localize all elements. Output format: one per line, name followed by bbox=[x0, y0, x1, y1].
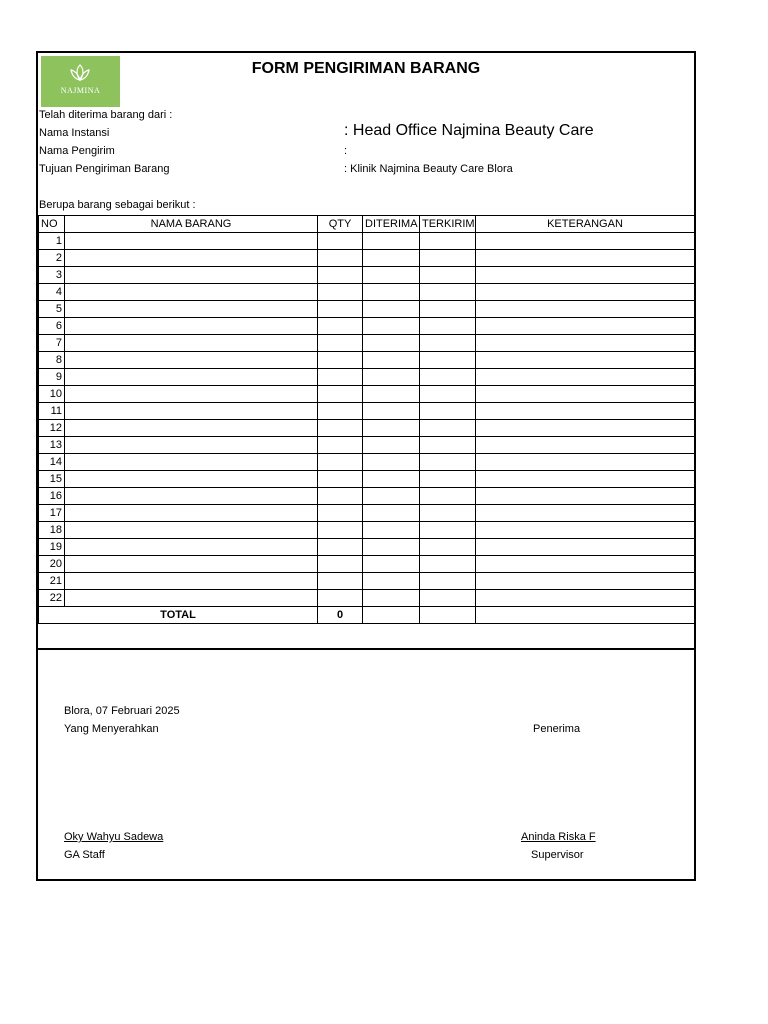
diterima-cell bbox=[363, 318, 420, 335]
nama-barang-cell bbox=[65, 284, 318, 301]
keterangan-cell bbox=[476, 301, 695, 318]
table-row bbox=[39, 267, 695, 284]
terkirim-cell bbox=[420, 573, 476, 590]
keterangan-cell bbox=[476, 454, 695, 471]
qty-cell bbox=[318, 284, 363, 301]
terkirim-cell bbox=[420, 420, 476, 437]
nama-barang-cell bbox=[65, 233, 318, 250]
keterangan-cell bbox=[476, 267, 695, 284]
qty-cell bbox=[318, 335, 363, 352]
diterima-cell bbox=[363, 284, 420, 301]
qty-cell bbox=[318, 556, 363, 573]
row-number-cell: 12 bbox=[39, 420, 65, 437]
diterima-cell bbox=[363, 556, 420, 573]
keterangan-cell bbox=[476, 590, 695, 607]
items-table bbox=[38, 215, 695, 624]
row-number-cell: 2 bbox=[39, 250, 65, 267]
nama-barang-cell bbox=[65, 386, 318, 403]
keterangan-cell bbox=[476, 250, 695, 267]
receiver-name: Aninda Riska F bbox=[521, 831, 596, 843]
diterima-cell bbox=[363, 420, 420, 437]
qty-cell bbox=[318, 267, 363, 284]
diterima-cell bbox=[363, 454, 420, 471]
col-header-qty: QTY bbox=[318, 216, 363, 233]
table-row bbox=[39, 318, 695, 335]
pengirim-value: : bbox=[344, 145, 348, 157]
terkirim-cell bbox=[420, 403, 476, 420]
row-number-cell: 10 bbox=[39, 386, 65, 403]
keterangan-cell bbox=[476, 233, 695, 250]
qty-cell bbox=[318, 233, 363, 250]
logo-text: NAJMINA bbox=[60, 86, 101, 95]
keterangan-cell bbox=[476, 369, 695, 386]
row-number-cell: 18 bbox=[39, 522, 65, 539]
nama-barang-cell bbox=[65, 556, 318, 573]
table-header-row bbox=[39, 216, 695, 233]
total-row bbox=[39, 607, 695, 624]
instansi-value: : Head Office Najmina Beauty Care bbox=[344, 122, 594, 139]
sender-role: GA Staff bbox=[64, 849, 105, 861]
row-number-cell: 15 bbox=[39, 471, 65, 488]
keterangan-cell bbox=[476, 522, 695, 539]
terkirim-cell bbox=[420, 488, 476, 505]
row-number-cell: 8 bbox=[39, 352, 65, 369]
qty-cell bbox=[318, 318, 363, 335]
qty-cell bbox=[318, 539, 363, 556]
keterangan-cell bbox=[476, 573, 695, 590]
keterangan-cell bbox=[476, 352, 695, 369]
diterima-cell bbox=[363, 335, 420, 352]
terkirim-cell bbox=[420, 233, 476, 250]
keterangan-cell bbox=[476, 386, 695, 403]
nama-barang-cell bbox=[65, 454, 318, 471]
keterangan-cell bbox=[476, 471, 695, 488]
terkirim-cell bbox=[420, 539, 476, 556]
diterima-cell bbox=[363, 301, 420, 318]
keterangan-cell bbox=[476, 488, 695, 505]
qty-cell bbox=[318, 471, 363, 488]
qty-cell bbox=[318, 301, 363, 318]
table-row bbox=[39, 437, 695, 454]
table-row bbox=[39, 250, 695, 267]
place-date: Blora, 07 Februari 2025 bbox=[64, 705, 180, 717]
qty-cell bbox=[318, 488, 363, 505]
terkirim-cell bbox=[420, 386, 476, 403]
table-row bbox=[39, 369, 695, 386]
table-row bbox=[39, 590, 695, 607]
row-number-cell: 13 bbox=[39, 437, 65, 454]
total-label: TOTAL bbox=[39, 607, 318, 624]
diterima-cell bbox=[363, 437, 420, 454]
qty-cell bbox=[318, 522, 363, 539]
row-number-cell: 19 bbox=[39, 539, 65, 556]
nama-barang-cell bbox=[65, 488, 318, 505]
qty-cell bbox=[318, 403, 363, 420]
nama-barang-cell bbox=[65, 471, 318, 488]
col-header-keterangan: KETERANGAN bbox=[476, 216, 695, 233]
diterima-cell bbox=[363, 386, 420, 403]
row-number-cell: 3 bbox=[39, 267, 65, 284]
keterangan-cell bbox=[476, 420, 695, 437]
diterima-cell bbox=[363, 471, 420, 488]
row-number-cell: 7 bbox=[39, 335, 65, 352]
col-header-terkirim: TERKIRIM bbox=[420, 216, 476, 233]
terkirim-cell bbox=[420, 369, 476, 386]
row-number-cell: 9 bbox=[39, 369, 65, 386]
nama-barang-cell bbox=[65, 335, 318, 352]
total-terkirim-cell bbox=[420, 607, 476, 624]
terkirim-cell bbox=[420, 505, 476, 522]
table-row bbox=[39, 403, 695, 420]
diterima-cell bbox=[363, 522, 420, 539]
keterangan-cell bbox=[476, 505, 695, 522]
diterima-cell bbox=[363, 403, 420, 420]
diterima-cell bbox=[363, 369, 420, 386]
table-row bbox=[39, 556, 695, 573]
table-row bbox=[39, 539, 695, 556]
terkirim-cell bbox=[420, 471, 476, 488]
qty-cell bbox=[318, 352, 363, 369]
terkirim-cell bbox=[420, 352, 476, 369]
terkirim-cell bbox=[420, 301, 476, 318]
diterima-cell bbox=[363, 590, 420, 607]
terkirim-cell bbox=[420, 318, 476, 335]
diterima-cell bbox=[363, 488, 420, 505]
receiver-title: Penerima bbox=[533, 723, 581, 735]
row-number-cell: 11 bbox=[39, 403, 65, 420]
nama-barang-cell bbox=[65, 267, 318, 284]
form-title: FORM PENGIRIMAN BARANG bbox=[251, 60, 481, 77]
shipping-form bbox=[36, 51, 696, 881]
nama-barang-cell bbox=[65, 437, 318, 454]
keterangan-cell bbox=[476, 318, 695, 335]
nama-barang-cell bbox=[65, 301, 318, 318]
keterangan-cell bbox=[476, 539, 695, 556]
keterangan-cell bbox=[476, 437, 695, 454]
keterangan-cell bbox=[476, 335, 695, 352]
row-number-cell: 1 bbox=[39, 233, 65, 250]
received-from-label: Telah diterima barang dari : bbox=[39, 109, 173, 121]
row-number-cell: 4 bbox=[39, 284, 65, 301]
total-diterima-cell bbox=[363, 607, 420, 624]
diterima-cell bbox=[363, 505, 420, 522]
terkirim-cell bbox=[420, 284, 476, 301]
table-row bbox=[39, 352, 695, 369]
keterangan-cell bbox=[476, 556, 695, 573]
table-row bbox=[39, 420, 695, 437]
instansi-label: Nama Instansi bbox=[39, 127, 110, 139]
diterima-cell bbox=[363, 539, 420, 556]
receiver-role: Supervisor bbox=[531, 849, 584, 861]
nama-barang-cell bbox=[65, 403, 318, 420]
terkirim-cell bbox=[420, 556, 476, 573]
terkirim-cell bbox=[420, 454, 476, 471]
nama-barang-cell bbox=[65, 522, 318, 539]
qty-cell bbox=[318, 437, 363, 454]
row-number-cell: 14 bbox=[39, 454, 65, 471]
nama-barang-cell bbox=[65, 352, 318, 369]
terkirim-cell bbox=[420, 522, 476, 539]
nama-barang-cell bbox=[65, 573, 318, 590]
terkirim-cell bbox=[420, 590, 476, 607]
qty-cell bbox=[318, 250, 363, 267]
nama-barang-cell bbox=[65, 250, 318, 267]
row-number-cell: 22 bbox=[39, 590, 65, 607]
table-row bbox=[39, 454, 695, 471]
col-header-no: NO bbox=[39, 216, 65, 233]
table-row bbox=[39, 284, 695, 301]
row-number-cell: 20 bbox=[39, 556, 65, 573]
table-row bbox=[39, 488, 695, 505]
tujuan-label: Tujuan Pengiriman Barang bbox=[39, 163, 170, 175]
diterima-cell bbox=[363, 352, 420, 369]
nama-barang-cell bbox=[65, 318, 318, 335]
nama-barang-cell bbox=[65, 590, 318, 607]
row-number-cell: 6 bbox=[39, 318, 65, 335]
col-header-nama-barang: NAMA BARANG bbox=[65, 216, 318, 233]
nama-barang-cell bbox=[65, 420, 318, 437]
nama-barang-cell bbox=[65, 505, 318, 522]
qty-cell bbox=[318, 420, 363, 437]
total-qty: 0 bbox=[318, 607, 363, 624]
table-row bbox=[39, 505, 695, 522]
qty-cell bbox=[318, 573, 363, 590]
row-number-cell: 5 bbox=[39, 301, 65, 318]
nama-barang-cell bbox=[65, 539, 318, 556]
terkirim-cell bbox=[420, 335, 476, 352]
diterima-cell bbox=[363, 233, 420, 250]
row-number-cell: 21 bbox=[39, 573, 65, 590]
row-number-cell: 17 bbox=[39, 505, 65, 522]
keterangan-cell bbox=[476, 403, 695, 420]
tujuan-value: : Klinik Najmina Beauty Care Blora bbox=[344, 163, 513, 175]
qty-cell bbox=[318, 454, 363, 471]
qty-cell bbox=[318, 369, 363, 386]
table-row bbox=[39, 573, 695, 590]
qty-cell bbox=[318, 386, 363, 403]
sender-name: Oky Wahyu Sadewa bbox=[64, 831, 164, 843]
nama-barang-cell bbox=[65, 369, 318, 386]
row-number-cell: 16 bbox=[39, 488, 65, 505]
total-keterangan-cell bbox=[476, 607, 695, 624]
items-intro: Berupa barang sebagai berikut : bbox=[39, 199, 196, 211]
table-row bbox=[39, 301, 695, 318]
sender-title: Yang Menyerahkan bbox=[64, 723, 159, 735]
table-row bbox=[39, 335, 695, 352]
diterima-cell bbox=[363, 250, 420, 267]
table-row bbox=[39, 522, 695, 539]
table-row bbox=[39, 386, 695, 403]
qty-cell bbox=[318, 590, 363, 607]
terkirim-cell bbox=[420, 267, 476, 284]
pengirim-label: Nama Pengirim bbox=[39, 145, 115, 157]
qty-cell bbox=[318, 505, 363, 522]
section-divider bbox=[38, 648, 694, 650]
keterangan-cell bbox=[476, 284, 695, 301]
table-row bbox=[39, 233, 695, 250]
diterima-cell bbox=[363, 267, 420, 284]
table-row bbox=[39, 471, 695, 488]
col-header-diterima: DITERIMA bbox=[363, 216, 420, 233]
terkirim-cell bbox=[420, 250, 476, 267]
terkirim-cell bbox=[420, 437, 476, 454]
diterima-cell bbox=[363, 573, 420, 590]
